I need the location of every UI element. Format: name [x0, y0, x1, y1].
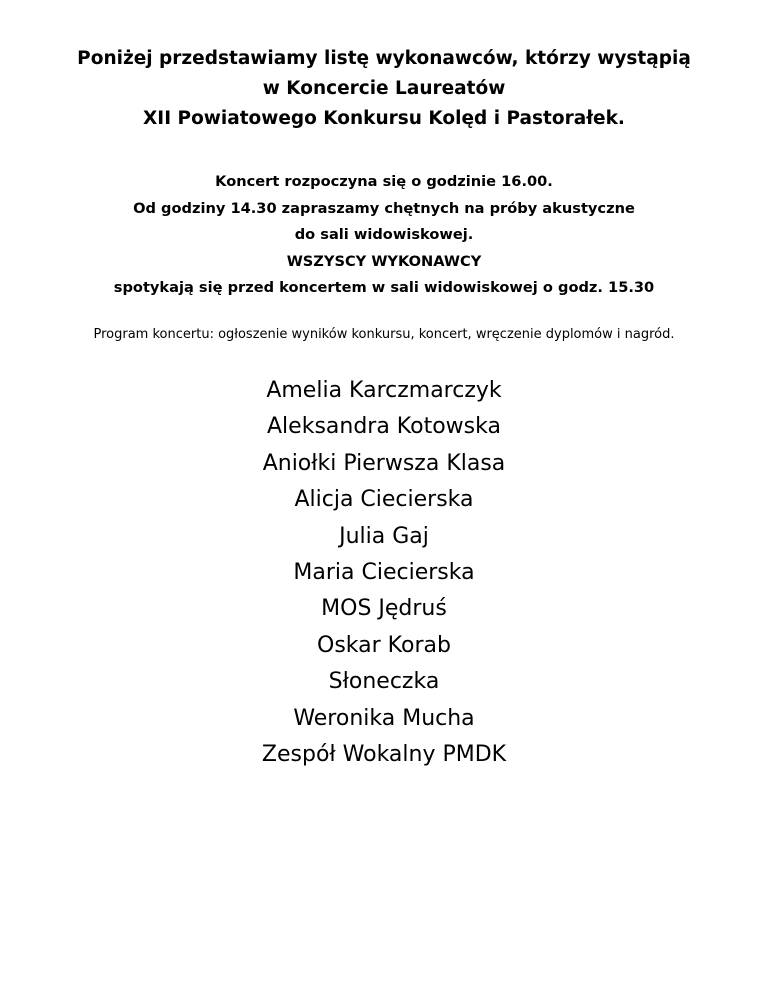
performer-item: Amelia Karczmarczyk — [266, 378, 502, 403]
info-meeting-time: spotykają się przed koncertem w sali widowiskowej o godz. 15.30 — [113, 279, 655, 296]
info-rehearsal-place: do sali widowiskowej. — [294, 226, 474, 243]
performer-item: Aleksandra Kotowska — [267, 414, 501, 440]
heading-line-intro: Poniżej przedstawiamy listę wykonawców, którzy wystąpią — [77, 48, 691, 69]
performer-item: Maria Ciecierska — [293, 560, 475, 586]
info-rehearsal: Od godziny 14.30 zapraszamy chętnych na próby akustyczne — [133, 199, 635, 217]
performer-list — [0, 373, 768, 773]
performer-item: Julia Gaj — [339, 523, 429, 549]
performer-item: Zespół Wokalny PMDK — [261, 742, 507, 768]
performer-item: Słoneczka — [328, 669, 440, 695]
performer-item: Oskar Korab — [317, 632, 451, 658]
document-heading — [0, 44, 768, 134]
performer-item: MOS Jędruś — [321, 596, 447, 622]
heading-line-contest: XII Powiatowego Konkursu Kolęd i Pastorałek. — [143, 108, 625, 129]
concert-info — [0, 169, 768, 302]
performer-item: Alicja Ciecierska — [294, 487, 474, 513]
heading-line-concert: w Koncercie Laureatów — [262, 78, 506, 99]
performer-item: Aniołki Pierwsza Klasa — [262, 450, 506, 476]
info-all-performers: WSZYSCY WYKONAWCY — [286, 252, 482, 270]
performer-item: Weronika Mucha — [293, 705, 475, 731]
info-start-time: Koncert rozpoczyna się o godzinie 16.00. — [215, 173, 553, 190]
concert-program: Program koncertu: ogłoszenie wyników konkursu, koncert, wręczenie dyplomów i nagród. — [93, 327, 675, 342]
